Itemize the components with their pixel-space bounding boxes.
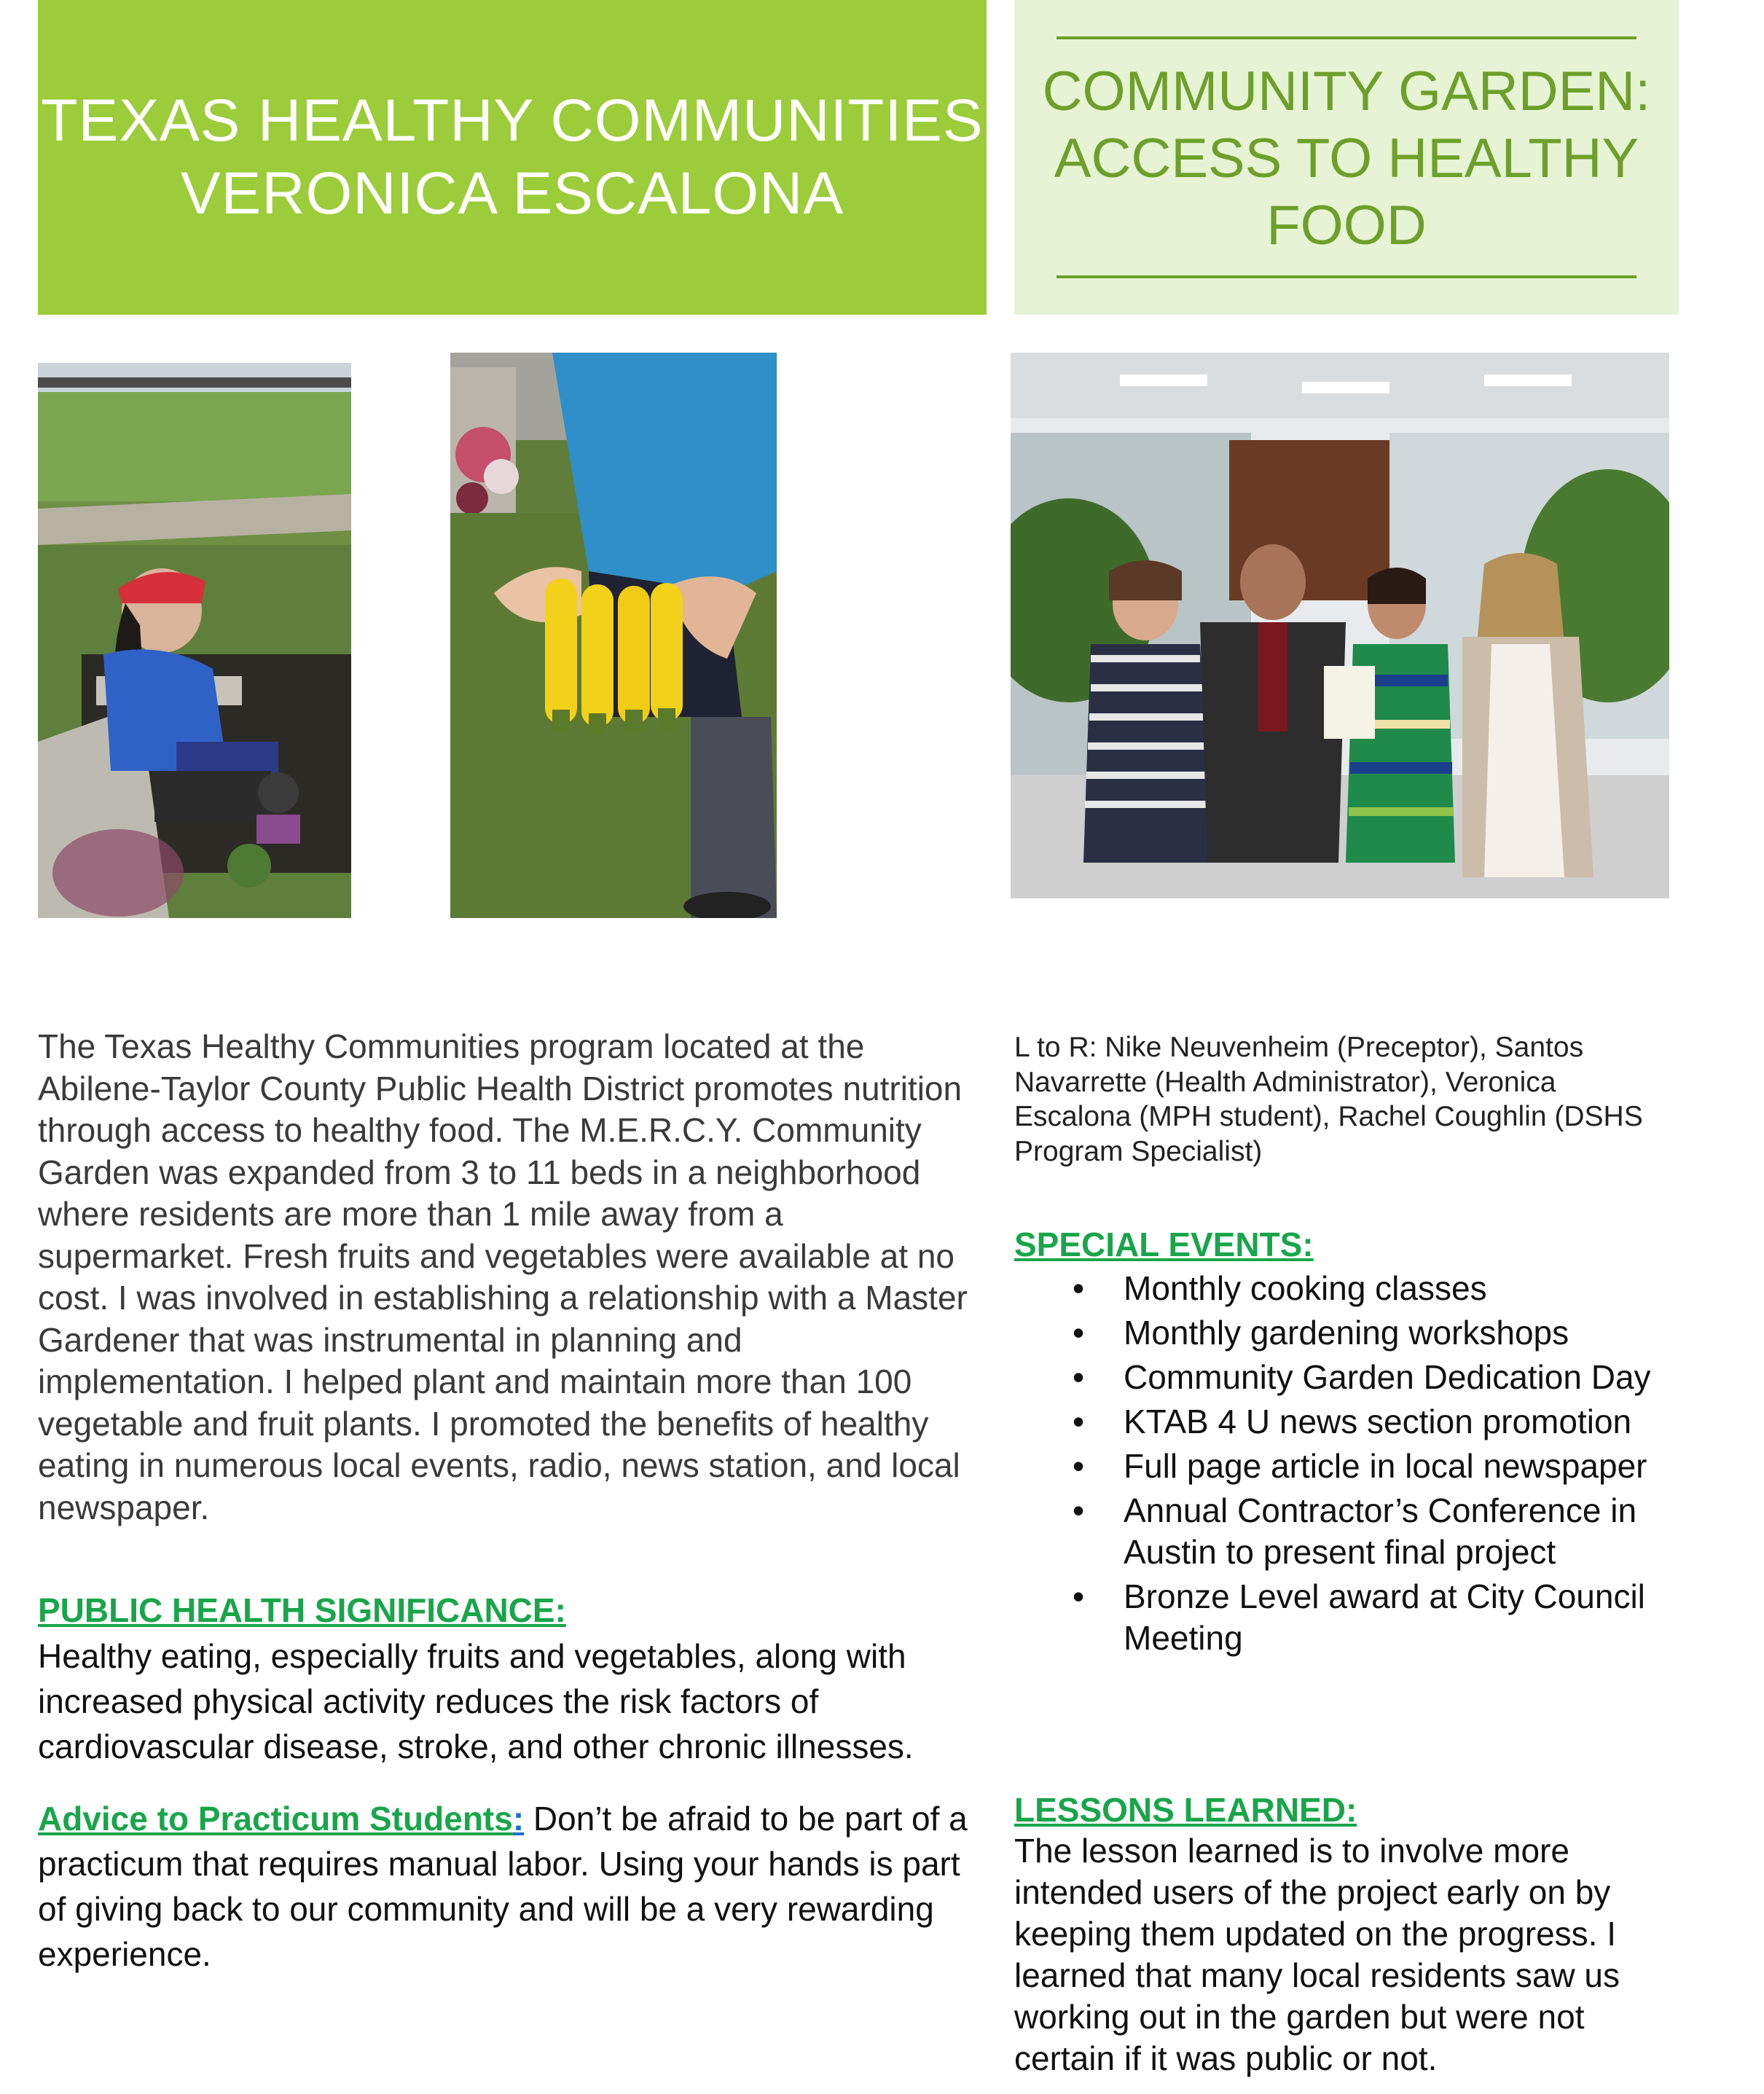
photo-caption: L to R: Nike Neuvenheim (Preceptor), Santos Navarrette (Health Administrator), Veronica Escalona (MPH student), Rachel Coughlin (DSHS Program Specialist) bbox=[1014, 1032, 1643, 1167]
list-item: • KTAB 4 U news section promotion bbox=[1014, 1401, 1692, 1443]
photo-planting bbox=[38, 363, 351, 918]
advice-text: Don’t be afraid to be part of a practicum that requires manual labor. Using your hands is part of giving back to our community and will be a very rewarding experience. bbox=[38, 1800, 968, 1973]
significance-heading: PUBLIC HEALTH SIGNIFICANCE: bbox=[38, 1591, 566, 1629]
list-item: • Monthly cooking classes bbox=[1014, 1268, 1692, 1309]
header-banner-right bbox=[1014, 0, 1679, 315]
list-item: • Full page article in local newspaper bbox=[1014, 1446, 1692, 1487]
lessons-heading: LESSONS LEARNED: bbox=[1014, 1791, 1357, 1829]
intro-paragraph: The Texas Healthy Communities program located at the Abilene-Taylor County Public Health District promotes nutrition through access to healthy food. The M.E.R.C.Y. Community Garden was expanded from 3 to 11 beds in a neighborhood where residents are more than 1 mile away from a supermarket. Fresh fruits and vegetables were available at no cost. I was involved in establishing a relationship with a Master Gardener that was instrumental in planning and implementation. I helped plant and maintain more than 100 vegetable and fruit plants. I promoted the benefits of healthy eating in numerous local events, radio, news station, and local newspaper. bbox=[38, 1027, 968, 1526]
list-item: • Community Garden Dedication Day bbox=[1014, 1357, 1692, 1398]
bottom-rule bbox=[1057, 275, 1636, 278]
student-name: VERONICA ESCALONA bbox=[180, 160, 844, 227]
advice-colon: : bbox=[512, 1800, 525, 1838]
events-heading: SPECIAL EVENTS: bbox=[1014, 1226, 1314, 1263]
list-item: • Annual Contractor’s Conference in Austin to present final project bbox=[1014, 1490, 1692, 1573]
photo-group bbox=[1011, 353, 1669, 898]
list-item: • Monthly gardening workshops bbox=[1014, 1312, 1692, 1354]
program-title: TEXAS HEALTHY COMMUNITIES bbox=[41, 87, 984, 154]
advice-heading: Advice to Practicum Students bbox=[38, 1800, 513, 1838]
header-banner-left bbox=[38, 0, 987, 315]
list-item: • Bronze Level award at City Council Meeting bbox=[1014, 1576, 1692, 1659]
top-rule bbox=[1057, 36, 1636, 39]
significance-text: Healthy eating, especially fruits and vegetables, along with increased physical activity reduces the risk factors of cardiovascular disease, stroke, and other chronic illnesses. bbox=[38, 1637, 914, 1765]
photo-squash bbox=[450, 353, 777, 918]
lessons-text: The lesson learned is to involve more intended users of the project early on by keeping them updated on the progress. I learned that many local residents saw us working out in the garden but were not certain if it was public or not. bbox=[1014, 1832, 1620, 2077]
events-list bbox=[1014, 1268, 1692, 1662]
advice-paragraph bbox=[38, 1796, 992, 1977]
project-title: COMMUNITY GARDEN: ACCESS TO HEALTHY FOOD bbox=[1042, 60, 1651, 256]
